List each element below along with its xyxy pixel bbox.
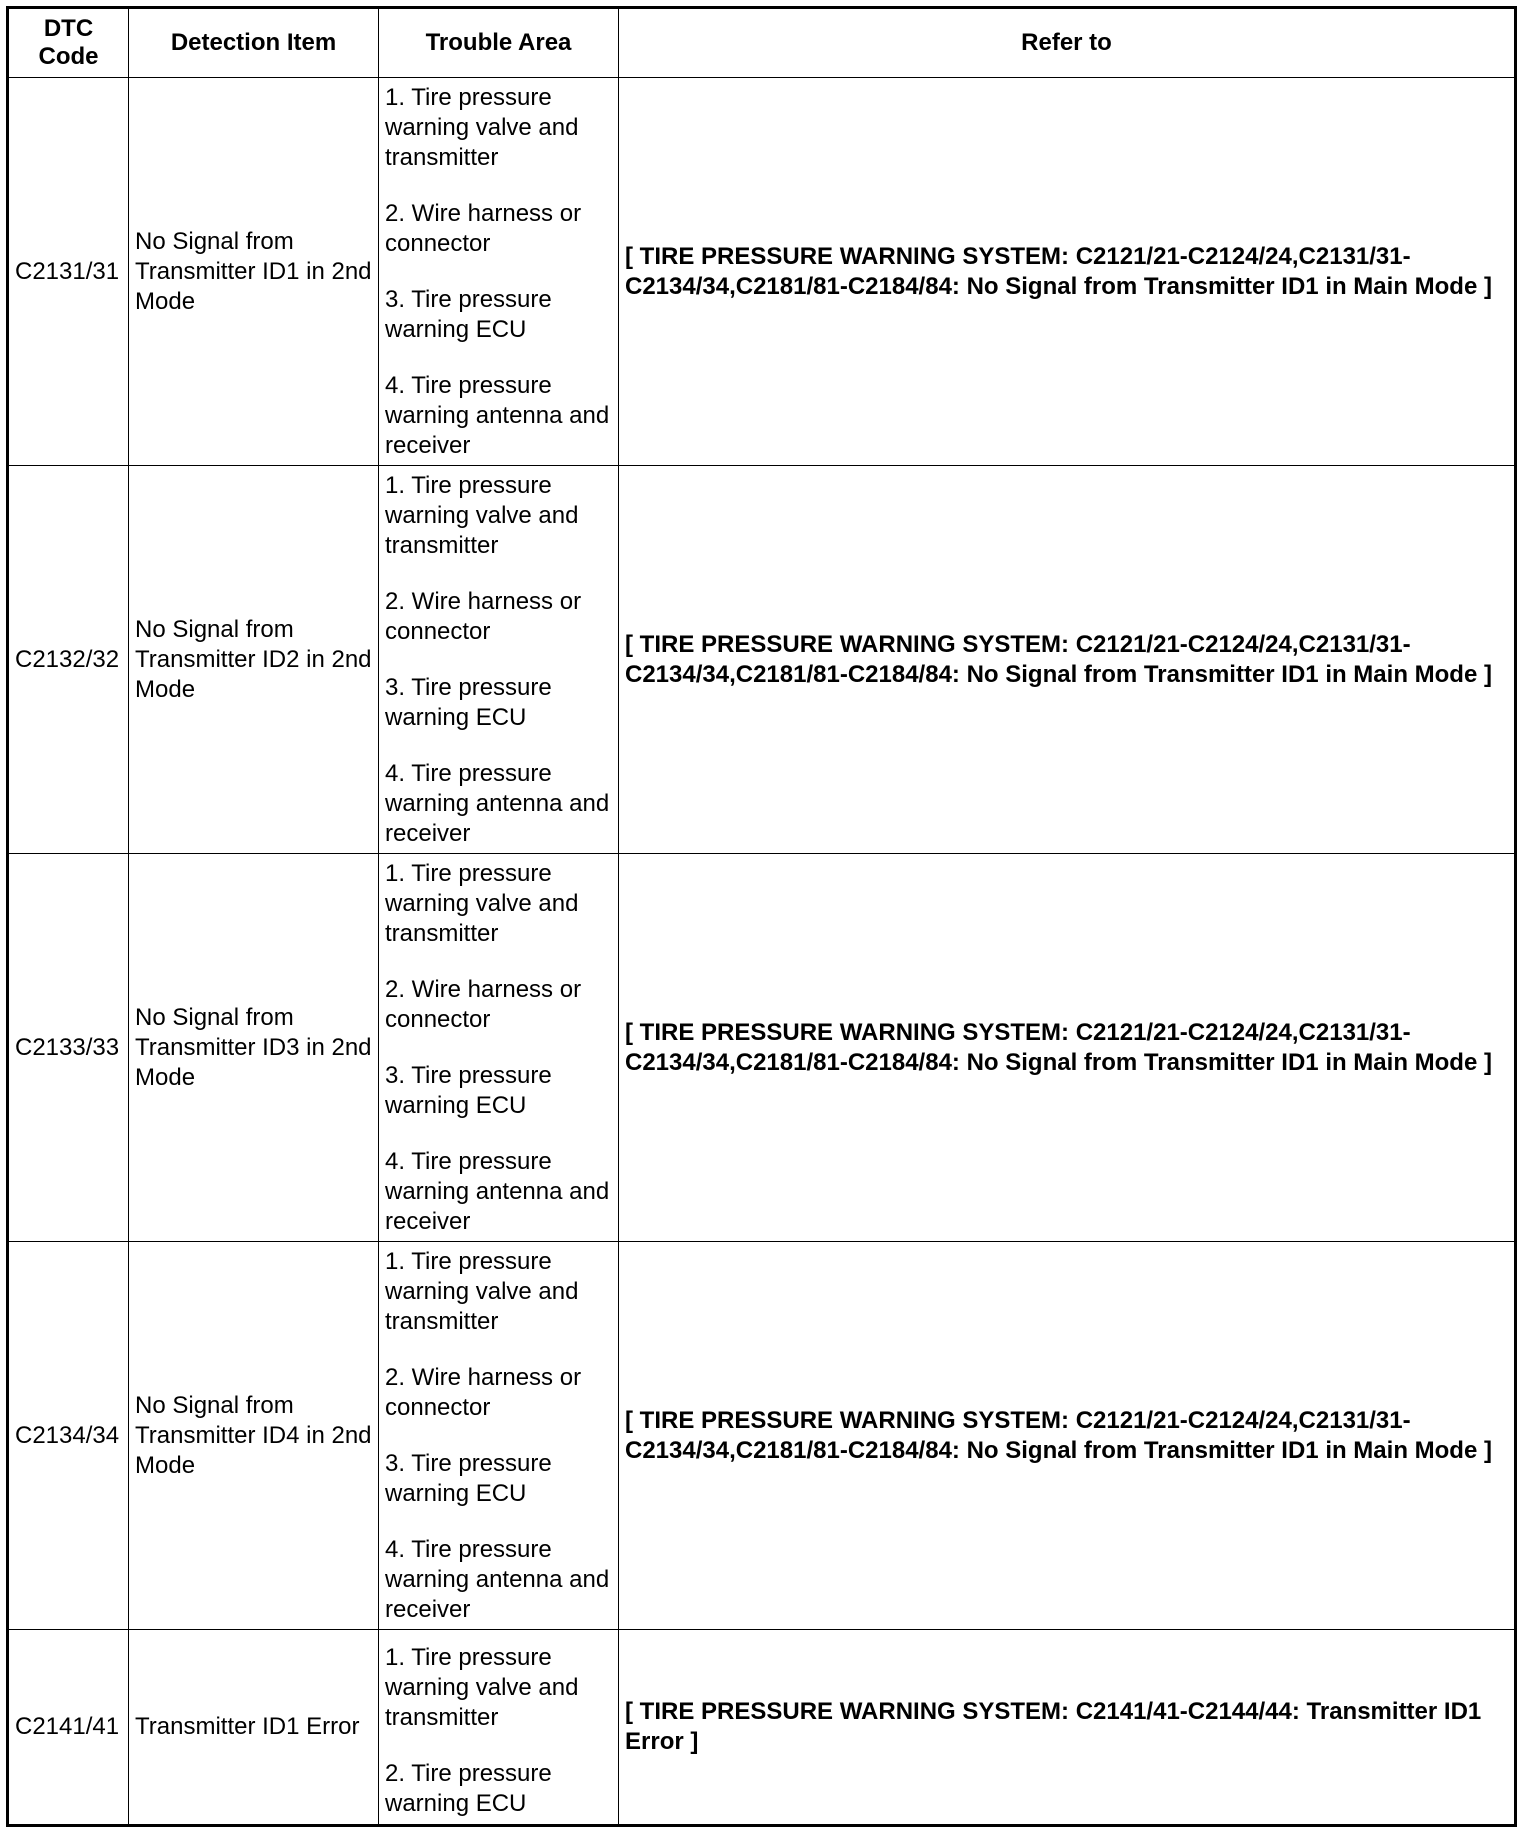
trouble-area-item: 1. Tire pressure warning valve and transmitter	[385, 1644, 579, 1731]
trouble-area-cell	[379, 466, 619, 854]
table-row	[8, 1242, 1516, 1630]
header-refer-to: Refer to	[619, 8, 1516, 78]
trouble-area-item: 1. Tire pressure warning valve and transmitter	[385, 1247, 579, 1335]
detection-item-cell: No Signal from Transmitter ID3 in 2nd Mode	[129, 854, 379, 1242]
trouble-area-item: 2. Wire harness or connector	[385, 587, 582, 645]
trouble-area-item: 1. Tire pressure warning valve and transmitter	[385, 859, 579, 947]
trouble-area-item: 3. Tire pressure warning ECU	[385, 1061, 552, 1119]
table-header-row	[8, 8, 1516, 78]
trouble-area-item: 4. Tire pressure warning antenna and receiver	[385, 1147, 610, 1235]
header-trouble-area: Trouble Area	[379, 8, 619, 78]
dtc-document	[6, 6, 1514, 1827]
detection-item-cell: No Signal from Transmitter ID4 in 2nd Mode	[129, 1242, 379, 1630]
refer-to-link[interactable]: [ TIRE PRESSURE WARNING SYSTEM: C2141/41-C2144/44: Transmitter ID1 Error ]	[619, 1630, 1516, 1826]
dtc-code-cell: C2131/31	[8, 78, 129, 466]
trouble-area-item: 3. Tire pressure warning ECU	[385, 673, 552, 731]
detection-item-cell: No Signal from Transmitter ID2 in 2nd Mode	[129, 466, 379, 854]
table-row	[8, 78, 1516, 466]
trouble-area-item: 2. Wire harness or connector	[385, 199, 582, 257]
trouble-area-cell	[379, 854, 619, 1242]
trouble-area-item: 4. Tire pressure warning antenna and receiver	[385, 371, 610, 459]
dtc-code-cell: C2134/34	[8, 1242, 129, 1630]
detection-item-cell: No Signal from Transmitter ID1 in 2nd Mode	[129, 78, 379, 466]
table-row	[8, 466, 1516, 854]
trouble-area-item: 2. Wire harness or connector	[385, 1363, 582, 1421]
dtc-table	[6, 6, 1517, 1827]
refer-to-link[interactable]: [ TIRE PRESSURE WARNING SYSTEM: C2121/21-C2124/24,C2131/31-C2134/34,C2181/81-C2184/84: No Signal from Transmitter ID1 in Main Mode ]	[619, 854, 1516, 1242]
dtc-code-cell: C2133/33	[8, 854, 129, 1242]
refer-to-link[interactable]: [ TIRE PRESSURE WARNING SYSTEM: C2121/21-C2124/24,C2131/31-C2134/34,C2181/81-C2184/84: No Signal from Transmitter ID1 in Main Mode ]	[619, 78, 1516, 466]
refer-to-link[interactable]: [ TIRE PRESSURE WARNING SYSTEM: C2121/21-C2124/24,C2131/31-C2134/34,C2181/81-C2184/84: No Signal from Transmitter ID1 in Main Mode ]	[619, 1242, 1516, 1630]
table-row	[8, 1630, 1516, 1826]
table-row	[8, 854, 1516, 1242]
trouble-area-cell	[379, 78, 619, 466]
trouble-area-item: 2. Tire pressure warning ECU	[385, 1760, 552, 1817]
trouble-area-item: 1. Tire pressure warning valve and transmitter	[385, 471, 579, 559]
detection-item-cell: Transmitter ID1 Error	[129, 1630, 379, 1826]
trouble-area-item: 1. Tire pressure warning valve and transmitter	[385, 83, 579, 171]
trouble-area-cell	[379, 1242, 619, 1630]
trouble-area-item: 3. Tire pressure warning ECU	[385, 285, 552, 343]
header-dtc-code: DTC Code	[8, 8, 129, 78]
dtc-code-cell: C2141/41	[8, 1630, 129, 1826]
trouble-area-item: 4. Tire pressure warning antenna and receiver	[385, 759, 610, 847]
trouble-area-item: 4. Tire pressure warning antenna and receiver	[385, 1535, 610, 1623]
refer-to-link[interactable]: [ TIRE PRESSURE WARNING SYSTEM: C2121/21-C2124/24,C2131/31-C2134/34,C2181/81-C2184/84: No Signal from Transmitter ID1 in Main Mode ]	[619, 466, 1516, 854]
header-detection-item: Detection Item	[129, 8, 379, 78]
trouble-area-item: 3. Tire pressure warning ECU	[385, 1449, 552, 1507]
trouble-area-item: 2. Wire harness or connector	[385, 975, 582, 1033]
dtc-code-cell: C2132/32	[8, 466, 129, 854]
trouble-area-cell	[379, 1630, 619, 1826]
